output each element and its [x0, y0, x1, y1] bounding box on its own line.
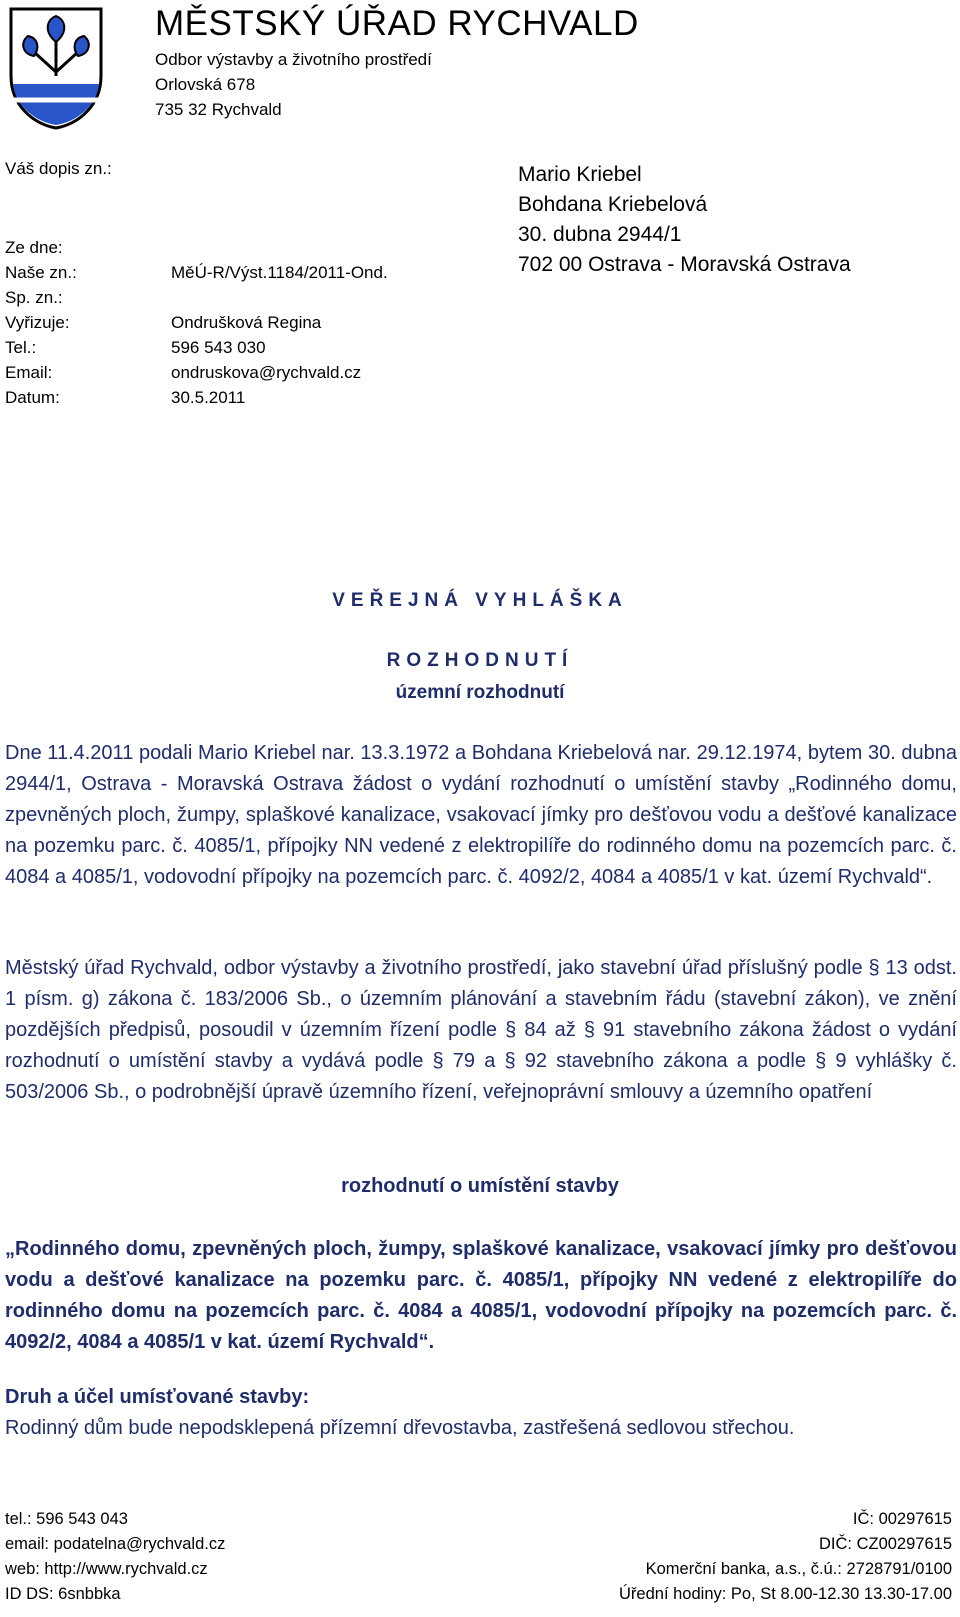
decision-heading: rozhodnutí o umístění stavby	[341, 1175, 619, 1197]
footer-phone: tel.: 596 543 043	[5, 1510, 128, 1528]
recipient-name-1: Mario Kriebel	[518, 163, 642, 186]
meta-label: Naše zn.:	[5, 263, 77, 282]
office-city: 735 32 Rychvald	[155, 100, 282, 119]
meta-value: MěÚ-R/Výst.1184/2011-Ond.	[171, 263, 388, 282]
meta-label: Datum:	[5, 388, 60, 407]
town-crest-logo	[8, 6, 104, 130]
footer-hours: Úřední hodiny: Po, St 8.00-12.30 13.30-17.00	[619, 1585, 952, 1603]
meta-label: Váš dopis zn.:	[5, 159, 112, 178]
construction-description: „Rodinného domu, zpevněných ploch, žumpy, splaškové kanalizace, vsakovací jímky pro dešťovou vodu a dešťové kanalizace na pozemku parc. č. 4085/1, přípojky NN vedené z elektropilíře do rodinného domu na pozemcích parc. č. 4084 a 4085/1, vodovodní přípojky na pozemcích parc. č. 4092/2, 4084 a 4085/1 v kat. území Rychvald“.	[5, 1238, 957, 1353]
meta-value: 596 543 030	[171, 338, 266, 357]
meta-row-email	[5, 363, 361, 387]
public-notice-title: VEŘEJNÁ VYHLÁŠKA	[332, 590, 628, 611]
footer-web: web: http://www.rychvald.cz	[5, 1560, 208, 1578]
authority-paragraph: Městský úřad Rychvald, odbor výstavby a životního prostředí, jako stavební úřad příslušný podle § 13 odst. 1 písm. g) zákona č. 183/2006 Sb., o územním plánování a stavebním řádu (stavební zákon), ve znění pozdějších předpisů, posoudil v územním řízení podle § 84 až § 91 stavebního zákona žádost o vydání rozhodnutí o umístění stavby a vydává podle § 79 a § 92 stavebního zákona a podle § 9 vyhlášky č. 503/2006 Sb., o podrobnější úpravě územního řízení, veřejnoprávní smlouvy a územního opatření	[5, 957, 957, 1103]
recipient-city: 702 00 Ostrava - Moravská Ostrava	[518, 253, 851, 276]
footer-data-box: ID DS: 6snbbka	[5, 1585, 121, 1603]
footer-ico: IČ: 00297615	[852, 1510, 952, 1528]
application-paragraph: Dne 11.4.2011 podali Mario Kriebel nar. 13.3.1972 a Bohdana Kriebelová nar. 29.12.1974, bytem 30. dubna 2944/1, Ostrava - Moravská Ostrava žádost o vydání rozhodnutí o umístění stavby „Rodinného domu, zpevněných ploch, žumpy, splaškové kanalizace, vsakovací jímky pro dešťovou vodu a dešťové kanalizace na pozemku parc. č. 4085/1, přípojky NN vedené z elektropilíře do rodinného domu na pozemcích parc. č. 4084 a 4085/1, vodovodní přípojky na pozemcích parc. č. 4092/2, 4084 a 4085/1 v kat. území Rychvald“.	[5, 742, 957, 888]
footer-bank: Komerční banka, a.s., č.ú.: 2728791/0100	[645, 1560, 952, 1578]
meta-row-our-ref	[5, 263, 388, 287]
meta-value: 30.5.2011	[171, 388, 246, 407]
meta-label: Ze dne:	[5, 238, 63, 257]
recipient-name-2: Bohdana Kriebelová	[518, 193, 708, 216]
meta-row-phone	[5, 338, 266, 362]
meta-row-handled-by	[5, 313, 321, 337]
footer-dic: DIČ: CZ00297615	[819, 1535, 952, 1553]
decision-subtitle: územní rozhodnutí	[395, 682, 565, 703]
recipient-street: 30. dubna 2944/1	[518, 223, 682, 246]
meta-label: Email:	[5, 363, 53, 382]
section-heading: Druh a účel umísťované stavby:	[5, 1386, 310, 1408]
decision-title: ROZHODNUTÍ	[386, 650, 574, 671]
meta-label: Tel.:	[5, 338, 37, 357]
office-street: Orlovská 678	[155, 75, 256, 94]
meta-label: Vyřizuje:	[5, 313, 70, 332]
office-name: MĚSTSKÝ ÚŘAD RYCHVALD	[155, 4, 639, 43]
meta-row-file-ref	[5, 288, 171, 312]
meta-row-date	[5, 388, 245, 412]
section-text: Rodinný dům bude nepodsklepená přízemní dřevostavba, zastřešená sedlovou střechou.	[5, 1417, 795, 1439]
meta-row-date-from	[5, 238, 171, 262]
meta-value: ondruskova@rychvald.cz	[171, 363, 362, 382]
footer-email: email: podatelna@rychvald.cz	[5, 1535, 226, 1553]
meta-value: Ondrušková Regina	[171, 313, 322, 332]
meta-label: Sp. zn.:	[5, 288, 63, 307]
department-name: Odbor výstavby a životního prostředí	[155, 50, 432, 69]
meta-row-your-letter	[5, 159, 171, 183]
